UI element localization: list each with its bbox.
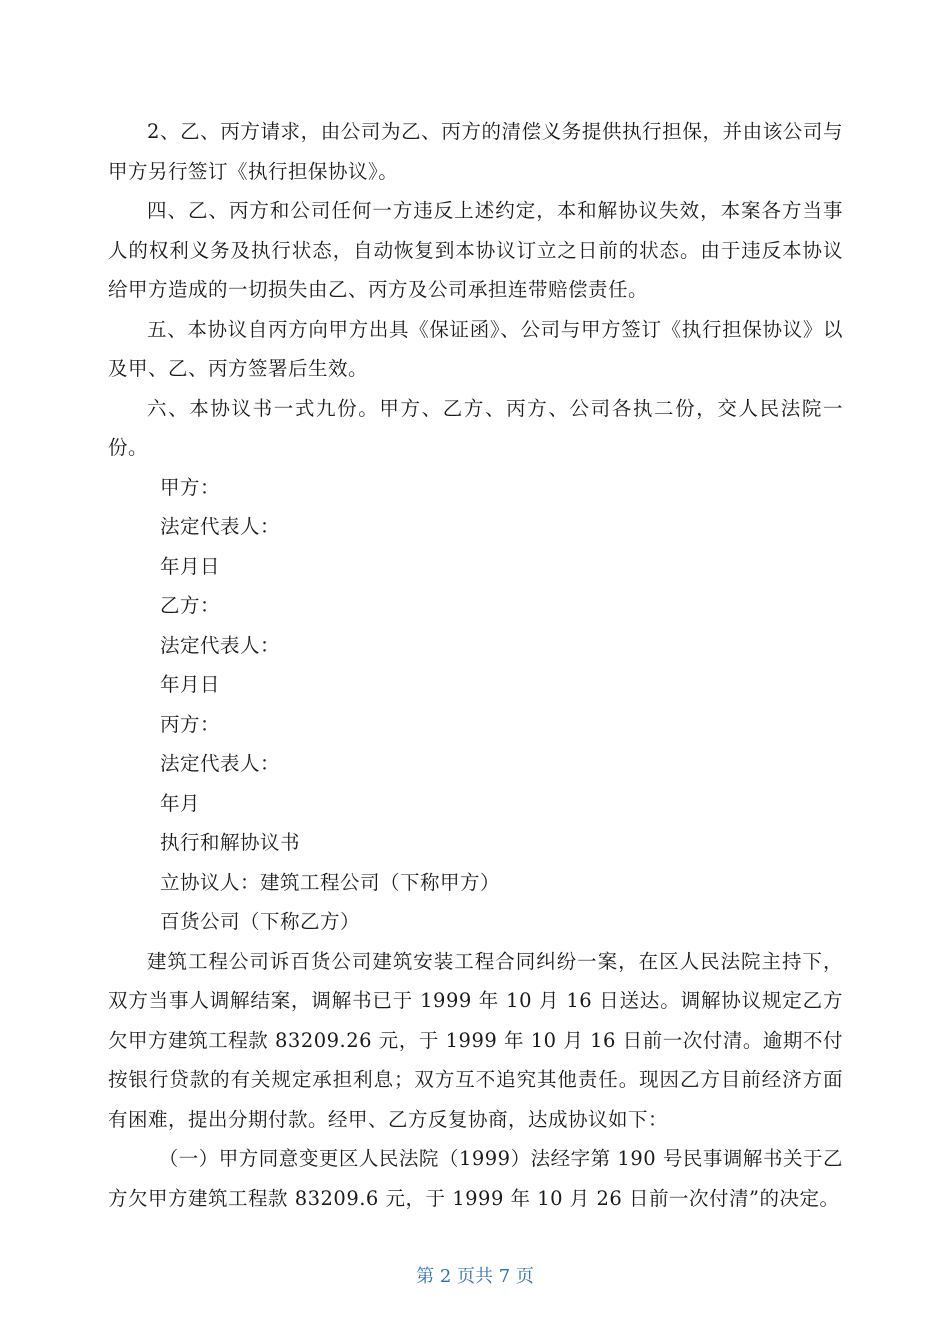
signature-party-b-date: 年月日 [160,673,221,696]
signature-party-c: 丙方： [160,712,221,736]
second-agreement-title: 执行和解协议书 [160,831,301,854]
signature-party-a-date: 年月日 [160,554,221,578]
paragraph-item-one: （一）甲方同意变更区人民法院（1999）法经字第 190 号民事调解书关于乙方欠甲方建筑工程款 83209.6 元，于 1999 年 10 月 26 日前一次付清”的决定。 [108,1147,843,1210]
paragraph-clause-2: 2、乙、丙方请求，由公司为乙、丙方的清偿义务提供执行担保，并由该公司与甲方另行签订《执行担保协议》。 [108,120,843,183]
document-body [108,112,843,1218]
page-number-footer: 第 2 页共 7 页 [416,1266,534,1287]
signature-party-a: 甲方： [160,475,221,499]
signature-party-c-date: 年月 [160,791,201,815]
paragraph-case-background: 建筑工程公司诉百货公司建筑安装工程合同纠纷一案，在区人民法院主持下，双方当事人调解结案，调解书已于 1999 年 10 月 16 日送达。调解协议规定乙方欠甲方建筑工程款 83209.26 元，于 1999 年 10 月 16 日前一次付清。逾期不付按银行贷款的有关规定承担利息；双方互不追究其他责任。现因乙方目前经济方面有困难，提出分期付款。经甲、乙方反复协商，达成协议如下： [108,949,843,1131]
signature-party-b-representative: 法定代表人： [160,633,281,657]
agreement-party-b: 百货公司（下称乙方） [160,910,361,933]
paragraph-clause-five: 五、本协议自丙方向甲方出具《保证函》、公司与甲方签订《执行担保协议》以及甲、乙、丙方签署后生效。 [108,317,843,380]
signature-party-c-representative: 法定代表人： [160,752,281,775]
signature-party-a-representative: 法定代表人： [160,515,281,538]
paragraph-clause-six: 六、本协议书一式九份。甲方、乙方、丙方、公司各执二份，交人民法院一份。 [108,396,843,459]
paragraph-clause-four: 四、乙、丙方和公司任何一方违反上述约定，本和解协议失效，本案各方当事人的权利义务及执行状态，自动恢复到本协议订立之日前的状态。由于违反本协议给甲方造成的一切损失由乙、丙方及公司承担连带赔偿责任。 [108,199,843,301]
signature-party-b: 乙方： [160,594,221,617]
agreement-party-a: 立协议人：建筑工程公司（下称甲方） [160,870,501,894]
